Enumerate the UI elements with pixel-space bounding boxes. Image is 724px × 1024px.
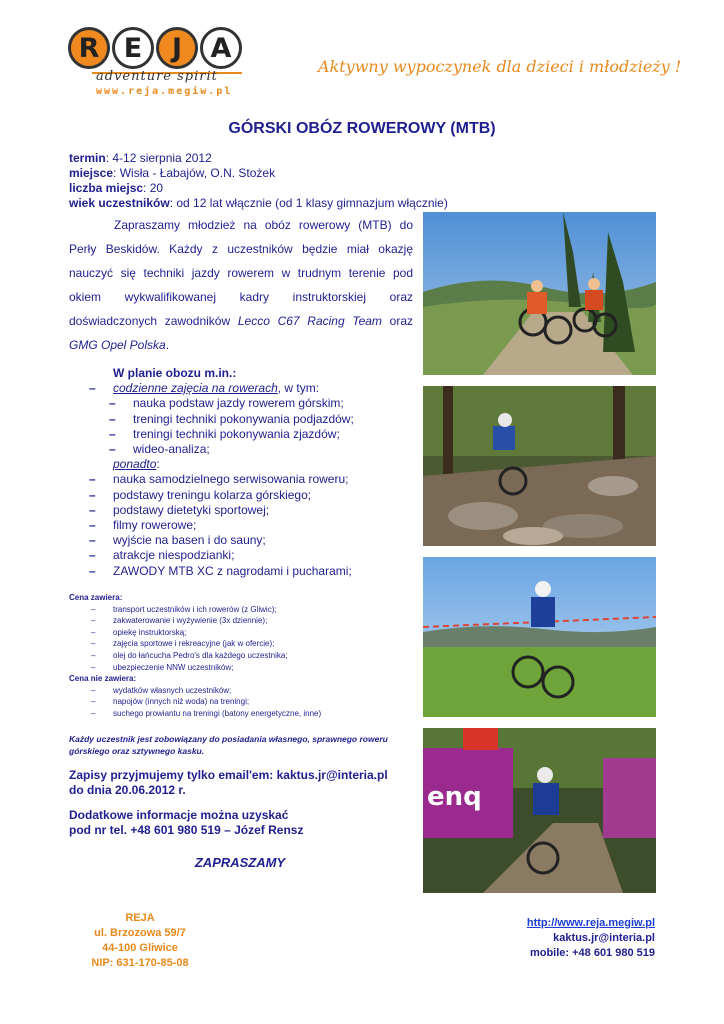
tagline: Aktywny wypoczynek dla dzieci i młodzieży ! [318,57,682,76]
equipment-notice: Każdy uczestnik jest zobowiązany do posiadania własnego, sprawnego roweru górskiego oraz sztywnego kasku. [69,734,388,756]
list-item: – zakwaterowanie i wyżywienie (3x dziennie); [91,616,268,626]
list-item: – ubezpieczenie NNW uczestników; [91,662,234,672]
price-info [69,592,409,720]
list-item: – zajęcia sportowe i rekreacyjne (jak w ofercie); [91,639,275,649]
list-item: – transport uczestników i ich rowerów (z Gliwic); [91,604,277,614]
logo-subtitle: adventure spirit [96,69,218,84]
list-item: – podstawy dietetyki sportowej; [89,502,270,517]
photo-riders-mountain [423,212,656,375]
list-item: – treningi techniki pokonywania podjazdów; [109,411,354,426]
list-item: – atrakcje niespodzianki; [89,548,235,563]
camp-details [69,151,469,211]
signup-deadline: do dnia 20.06.2012 r. [69,783,186,797]
list-item: – suchego prowiantu na treningi (batony energetyczne, inne) [91,708,322,718]
list-item: – wideo-analiza; [109,442,210,457]
banner-logo: enq [427,782,482,812]
list-item: – nauka samodzielnego serwisowania roweru; [89,472,349,487]
contact-info [69,808,419,838]
list-item: – treningi techniki pokonywania zjazdów; [109,426,340,441]
price-excludes-heading: Cena nie zawiera: [69,674,137,684]
list-item: – ZAWODY MTB XC z nagrodami i pucharami; [89,563,352,578]
list-item: – nauka podstaw jazdy rowerem górskim; [109,396,344,411]
detail-miejsce: miejsce: Wisła - Łabajów, O.N. Stożek [69,166,276,180]
company-name: REJA [125,912,155,924]
photo-race-banner [423,728,656,893]
program-list [89,366,429,579]
photo-race-meadow [423,557,656,717]
list-item: – opiekę instruktorską; [91,627,187,637]
photo-rocky-descent-image [423,386,656,546]
detail-liczba: liczba miejsc: 20 [69,181,164,195]
contact-line1: Dodatkowe informacje można uzyskać [69,808,289,822]
footer-email: kaktus.jr@interia.pl [553,932,655,944]
photo-riders-mountain-image [423,212,656,375]
signup-info [69,768,419,798]
detail-termin: termin: 4-12 sierpnia 2012 [69,151,212,165]
photo-race-meadow-image [423,557,656,717]
list-item: – filmy rowerowe; [89,518,197,533]
list-item: – codzienne zajęcia na rowerach, w tym: [89,381,320,396]
website-link[interactable]: http://www.reja.megiw.pl [526,917,655,929]
signup-email: Zapisy przyjmujemy tylko email'em: kaktus.jr@interia.pl [69,768,388,782]
detail-wiek: wiek uczestników: od 12 lat włącznie (od 1 klasy gimnazjum włącznie) [69,196,448,210]
list-item: ponadto: [113,457,160,472]
closing-text: ZAPRASZAMY [194,855,286,870]
logo-letter-a: A [200,27,242,69]
footer-mobile: mobile: +48 601 980 519 [529,947,655,959]
list-item: – podstawy treningu kolarza górskiego; [89,487,312,502]
logo-letter-e: E [112,27,154,69]
footer-address [40,911,240,971]
logo-letter-r: R [68,27,110,69]
company-street: ul. Brzozowa 59/7 [94,927,186,939]
program-heading: W planie obozu m.in.: [113,366,237,380]
company-nip: NIP: 631-170-85-08 [91,957,189,969]
logo-url: www.reja.megiw.pl [96,86,233,97]
intro-paragraph: Zapraszamy młodzież na obóz rowerowy (MTB) do Perły Beskidów. Każdy z uczestników będzie miał okazję nauczyć się techniki jazdy rowerem w trudnym terenie pod okiem wykwalifikowanej kadry instruktorskiej oraz doświadczonych zawodników Lecco C67 Racing Team oraz GMG Opel Polska. [69,218,413,352]
list-item: – wyjście na basen i do sauny; [89,533,266,548]
logo-letter-j: J [156,27,198,69]
contact-line2: pod nr tel. +48 601 980 519 – Józef Rensz [69,823,304,837]
footer-contact [430,916,655,961]
list-item: – wydatków własnych uczestników; [91,685,232,695]
photo-rocky-descent [423,386,656,546]
page-title: GÓRSKI OBÓZ ROWEROWY (MTB) [228,120,496,137]
list-item: – olej do łańcucha Pedro's dla każdego uczestnika; [91,650,288,660]
company-city: 44-100 Gliwice [102,942,178,954]
price-includes-heading: Cena zawiera: [69,593,123,602]
list-item: – napojów (innych niż woda) na treningi; [91,697,250,707]
